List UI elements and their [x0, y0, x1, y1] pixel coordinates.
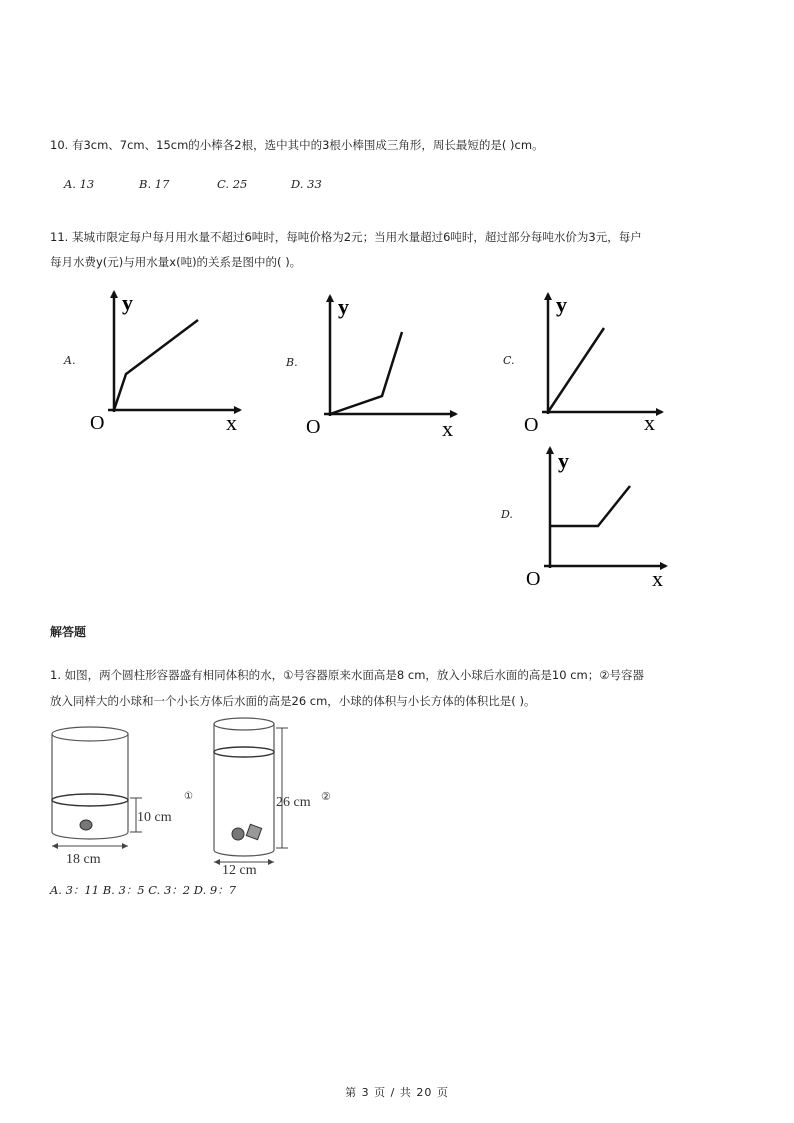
graph-line	[114, 320, 198, 410]
graph-line	[330, 332, 402, 414]
y-axis-label: y	[558, 448, 569, 473]
graph-b	[304, 292, 464, 442]
width-label: 18 cm	[66, 852, 101, 867]
x-axis-label: x	[644, 410, 655, 435]
question-1-line2: 放入同样大的小球和一个小长方体后水面的高是26 cm，小球的体积与小长方体的体积比是( )。	[50, 694, 536, 708]
options-line: A. 3：11 B. 3：5 C. 3：2 D. 9：7	[50, 883, 237, 897]
height-label: 10 cm	[137, 810, 172, 825]
height-label: 26 cm	[276, 795, 311, 810]
x-axis-label: x	[226, 410, 237, 435]
water-surface	[214, 747, 274, 757]
question-10-options	[64, 177, 322, 191]
graph-a	[88, 288, 248, 438]
origin-label: O	[526, 568, 541, 590]
question-1-line1: 1. 如图，两个圆柱形容器盛有相同体积的水，①号容器原来水面高是8 cm，放入小球后水面的高是10 cm；②号容器	[50, 668, 645, 682]
graph-c-label: C.	[503, 354, 515, 367]
graph-a-label: A.	[64, 354, 76, 367]
question-11-line1: 11. 某城市限定每户每月用水量不超过6吨时，每吨价格为2元；当用水量超过6吨时，超过部分每吨水价为3元，每户	[50, 230, 642, 244]
cylinder-2-figure	[210, 712, 360, 876]
origin-label: O	[90, 412, 105, 434]
graph-line	[548, 328, 604, 412]
figure-marker: ①	[184, 791, 193, 802]
water-surface	[52, 794, 128, 806]
question-11-line2: 每月水费y(元)与用水量x(吨)的关系是图中的( )。	[50, 255, 302, 269]
option-c: C. 25	[217, 177, 248, 191]
option-d: D. 33	[291, 177, 322, 191]
cuboid-icon	[246, 824, 261, 839]
section-title: 解答题	[50, 625, 87, 639]
cylinder-1-figure	[50, 722, 210, 870]
y-axis-label: y	[122, 290, 133, 315]
origin-label: O	[306, 416, 321, 438]
graph-d	[524, 444, 684, 594]
page-footer: 第 3 页 / 共 20 页	[345, 1086, 449, 1099]
graph-b-label: B.	[286, 356, 298, 369]
x-axis-label: x	[652, 566, 663, 591]
option-a: A. 13	[64, 177, 95, 191]
x-axis-label: x	[442, 416, 453, 441]
graph-line	[550, 486, 630, 526]
option-b: B. 17	[139, 177, 170, 191]
y-axis-label: y	[556, 292, 567, 317]
graph-d-label: D.	[501, 508, 513, 521]
y-axis-label: y	[338, 294, 349, 319]
question-10-text: 10. 有3cm、7cm、15cm的小棒各2根，选中其中的3根小棒围成三角形，周长最短的是( )cm。	[50, 138, 544, 152]
graph-c	[522, 290, 682, 440]
question-1-options	[50, 882, 236, 898]
ball-icon	[232, 828, 244, 840]
origin-label: O	[524, 414, 539, 436]
ball-icon	[80, 820, 92, 830]
figure-marker: ②	[321, 791, 331, 803]
width-label: 12 cm	[222, 863, 257, 876]
